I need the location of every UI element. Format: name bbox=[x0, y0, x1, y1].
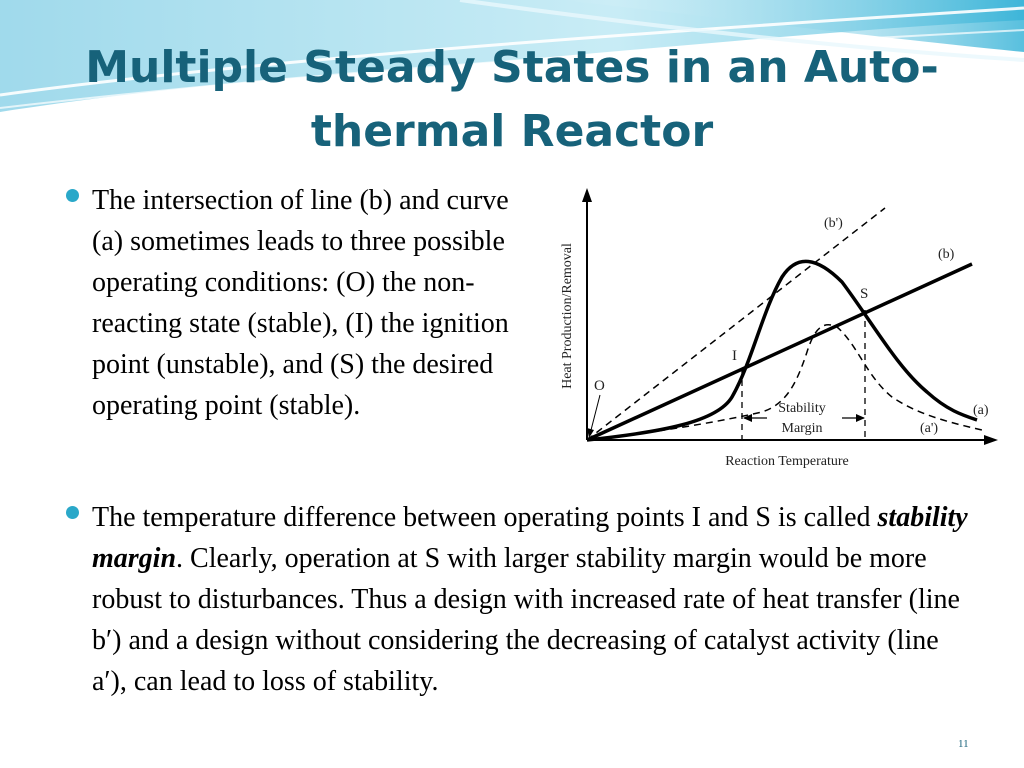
stability-margin-label-line1: Stability bbox=[778, 401, 826, 416]
slide-title: Multiple Steady States in an Auto-thermal Reactor bbox=[85, 42, 939, 157]
point-i-label: I bbox=[732, 348, 737, 364]
label-b-prime: (b') bbox=[824, 216, 843, 231]
bullet-dot-icon bbox=[66, 506, 79, 519]
bullet-2-text-after: . Clearly, operation at S with larger stability margin would be more robust to disturbances. Thus a design with increased rate of heat transfer (line b′) and a design without considering the decreasing of catalyst activity (line a′), can lead to loss of stability. bbox=[92, 543, 960, 697]
point-o-label: O bbox=[594, 378, 605, 394]
label-a-prime: (a') bbox=[920, 421, 939, 436]
bullet-dot-icon bbox=[66, 189, 79, 202]
bullet-2 bbox=[92, 497, 972, 702]
label-b: (b) bbox=[938, 247, 955, 262]
page-number: 11 bbox=[958, 738, 969, 750]
heat-balance-diagram bbox=[552, 182, 1000, 474]
y-axis-label: Heat Production/Removal bbox=[560, 243, 575, 389]
stability-margin-emphasis: stability margin bbox=[92, 502, 968, 574]
bullet-1 bbox=[92, 180, 542, 426]
stability-margin-label-line2: Margin bbox=[781, 421, 823, 436]
x-axis-label: Reaction Temperature bbox=[725, 454, 849, 469]
bullet-2-text-before: The temperature difference between operating points I and S is called bbox=[92, 502, 878, 533]
point-s-label: S bbox=[860, 286, 869, 302]
label-a: (a) bbox=[973, 403, 989, 418]
bullet-1-text: The intersection of line (b) and curve (a) sometimes leads to three possible operating conditions: (O) the non-reacting state (stable), (I) the ignition point (unstable), and (S) the desired operating point (stable). bbox=[92, 185, 509, 421]
